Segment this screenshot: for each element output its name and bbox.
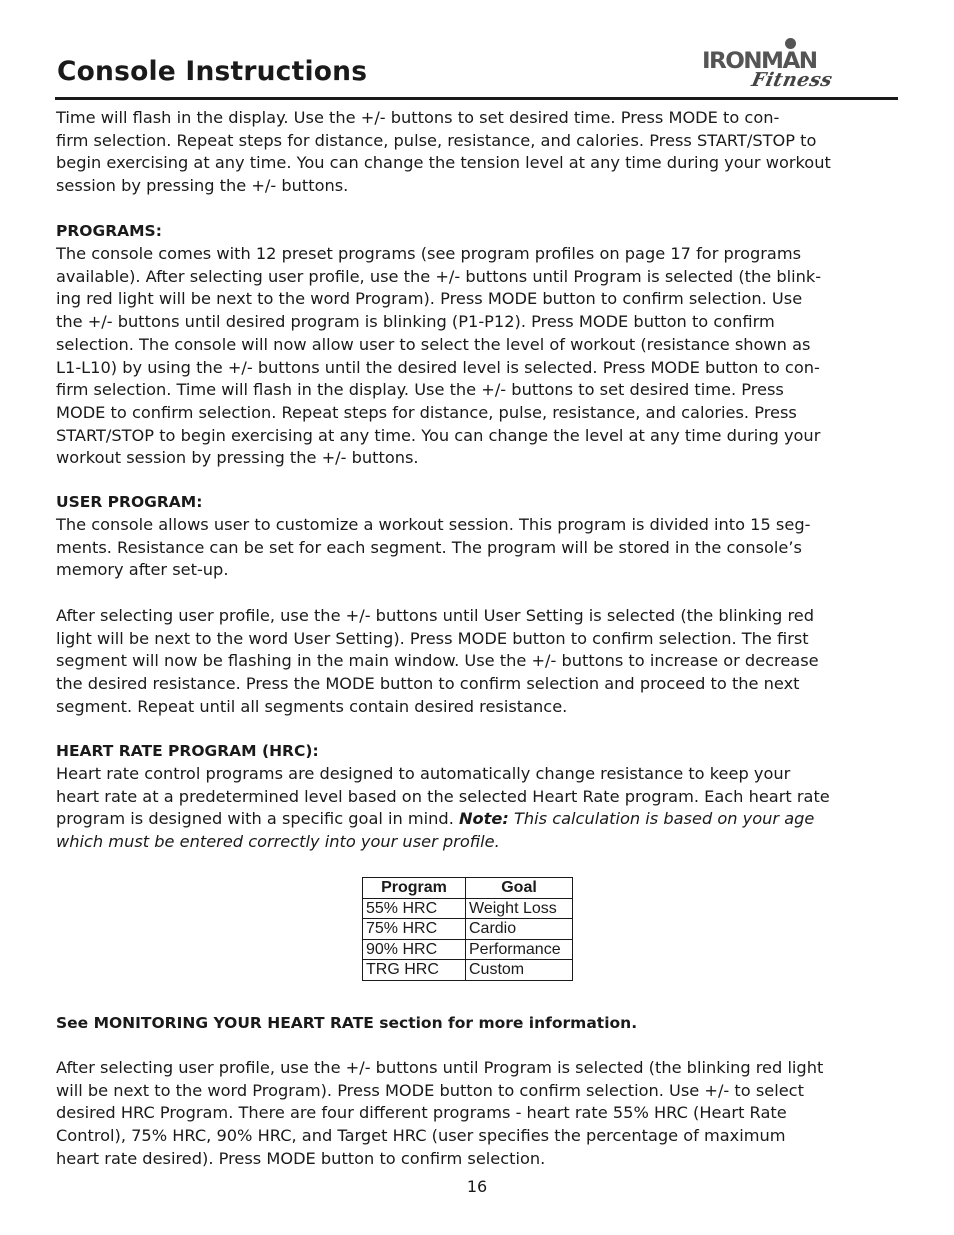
text-line: begin exercising at any time. You can change the tension level at any time during your workout (56, 153, 831, 173)
text-line: light will be next to the word User Setting). Press MODE button to confirm selection. The first (56, 628, 809, 648)
table-row (363, 919, 573, 940)
text-line: Time will flash in the display. Use the +/- buttons to set desired time. Press MODE to con- (56, 108, 780, 127)
table-cell-goal: Cardio (466, 919, 573, 940)
text-line: ing red light will be next to the word Program). Press MODE button to confirm selection. Use (56, 289, 803, 309)
hrc-selection-paragraph (56, 1057, 901, 1171)
text-line: desired HRC Program. There are four different programs - heart rate 55% HRC (Heart Rate (56, 1103, 787, 1123)
table-row (363, 898, 573, 919)
text-line: Heart rate control programs are designed to automatically change resistance to keep your (56, 764, 791, 783)
user-program-paragraph (56, 514, 901, 582)
brand-logo (702, 36, 854, 94)
table-cell-goal: Custom (466, 960, 573, 981)
table-cell-program: 90% HRC (363, 939, 466, 960)
text-line: heart rate at a predetermined level based on the selected Heart Rate program. Each heart rate (56, 786, 830, 806)
user-program-heading: USER PROGRAM: (56, 493, 203, 511)
text-line: workout session by pressing the +/- buttons. (56, 448, 419, 468)
text-line: L1-L10) by using the +/- buttons until the desired level is selected. Press MODE button to con- (56, 357, 820, 377)
text-line: firm selection. Time will flash in the display. Use the +/- buttons to set desired time. Press (56, 380, 784, 400)
text-line: The console comes with 12 preset programs (see program profiles on page 17 for programs (56, 244, 802, 263)
text-line: After selecting user profile, use the +/- buttons until Program is selected (the blinking red light (56, 1058, 824, 1077)
logo-script: Fitness (749, 69, 835, 91)
table-cell-goal: Performance (466, 939, 573, 960)
table-cell-program: 55% HRC (363, 898, 466, 919)
monitoring-note: See MONITORING YOUR HEART RATE section for more information. (56, 1014, 638, 1032)
text-line: MODE to confirm selection. Repeat steps for distance, pulse, resistance, and calories. Press (56, 402, 797, 422)
text-line: After selecting user profile, use the +/- buttons until User Setting is selected (the blinking red (56, 606, 814, 625)
page-title: Console Instructions (57, 56, 368, 87)
text-line: the +/- buttons until desired program is blinking (P1-P12). Press MODE button to confirm (56, 312, 775, 332)
text-line: The console allows user to customize a workout session. This program is divided into 15 seg- (56, 515, 811, 534)
table-row (363, 960, 573, 981)
note-text: This calculation is based on your age (508, 809, 815, 829)
text-line: Control), 75% HRC, 90% HRC, and Target HRC (user specifies the percentage of maximum (56, 1126, 786, 1146)
programs-heading: PROGRAMS: (56, 222, 162, 240)
text-line: will be next to the word Program). Press MODE button to confirm selection. Use +/- to select (56, 1080, 804, 1100)
note-label: Note: (459, 809, 509, 829)
text-fragment: program is designed with a specific goal in mind. (56, 809, 459, 829)
hrc-goals-table (362, 877, 573, 981)
hrc-paragraph (56, 763, 901, 854)
table-header-row (363, 878, 573, 899)
user-setting-paragraph (56, 605, 901, 719)
text-line: segment will now be flashing in the main window. Use the +/- buttons to increase or decrease (56, 651, 819, 671)
table-cell-goal: Weight Loss (466, 898, 573, 919)
table-cell-program: 75% HRC (363, 919, 466, 940)
note-text-continued: which must be entered correctly into your user profile. (56, 832, 500, 852)
text-line: heart rate desired). Press MODE button to confirm selection. (56, 1148, 546, 1168)
text-line: firm selection. Repeat steps for distance, pulse, resistance, and calories. Press START/STOP to (56, 130, 817, 150)
page-number: 16 (466, 1177, 488, 1196)
text-line: ments. Resistance can be set for each segment. The program will be stored in the console’s (56, 537, 802, 557)
column-header-goal: Goal (466, 878, 573, 899)
logo-wordmark: IRONMAN (702, 49, 817, 74)
text-line: segment. Repeat until all segments contain desired resistance. (56, 696, 568, 716)
text-line: START/STOP to begin exercising at any time. You can change the level at any time during your (56, 425, 821, 445)
text-line: memory after set-up. (56, 560, 229, 580)
programs-paragraph (56, 243, 901, 470)
intro-paragraph (56, 107, 901, 198)
text-line: the desired resistance. Press the MODE button to confirm selection and proceed to the next (56, 674, 800, 694)
logo-figure-head (785, 38, 796, 49)
column-header-program: Program (363, 878, 466, 899)
table-row (363, 939, 573, 960)
table-cell-program: TRG HRC (363, 960, 466, 981)
text-line: selection. The console will now allow user to select the level of workout (resistance shown as (56, 334, 811, 354)
text-line (56, 808, 901, 831)
hrc-heading: HEART RATE PROGRAM (HRC): (56, 742, 319, 760)
text-line: available). After selecting user profile, use the +/- buttons until Program is selected (the blink- (56, 266, 822, 286)
header-rule (55, 97, 898, 100)
text-line: session by pressing the +/- buttons. (56, 176, 349, 196)
